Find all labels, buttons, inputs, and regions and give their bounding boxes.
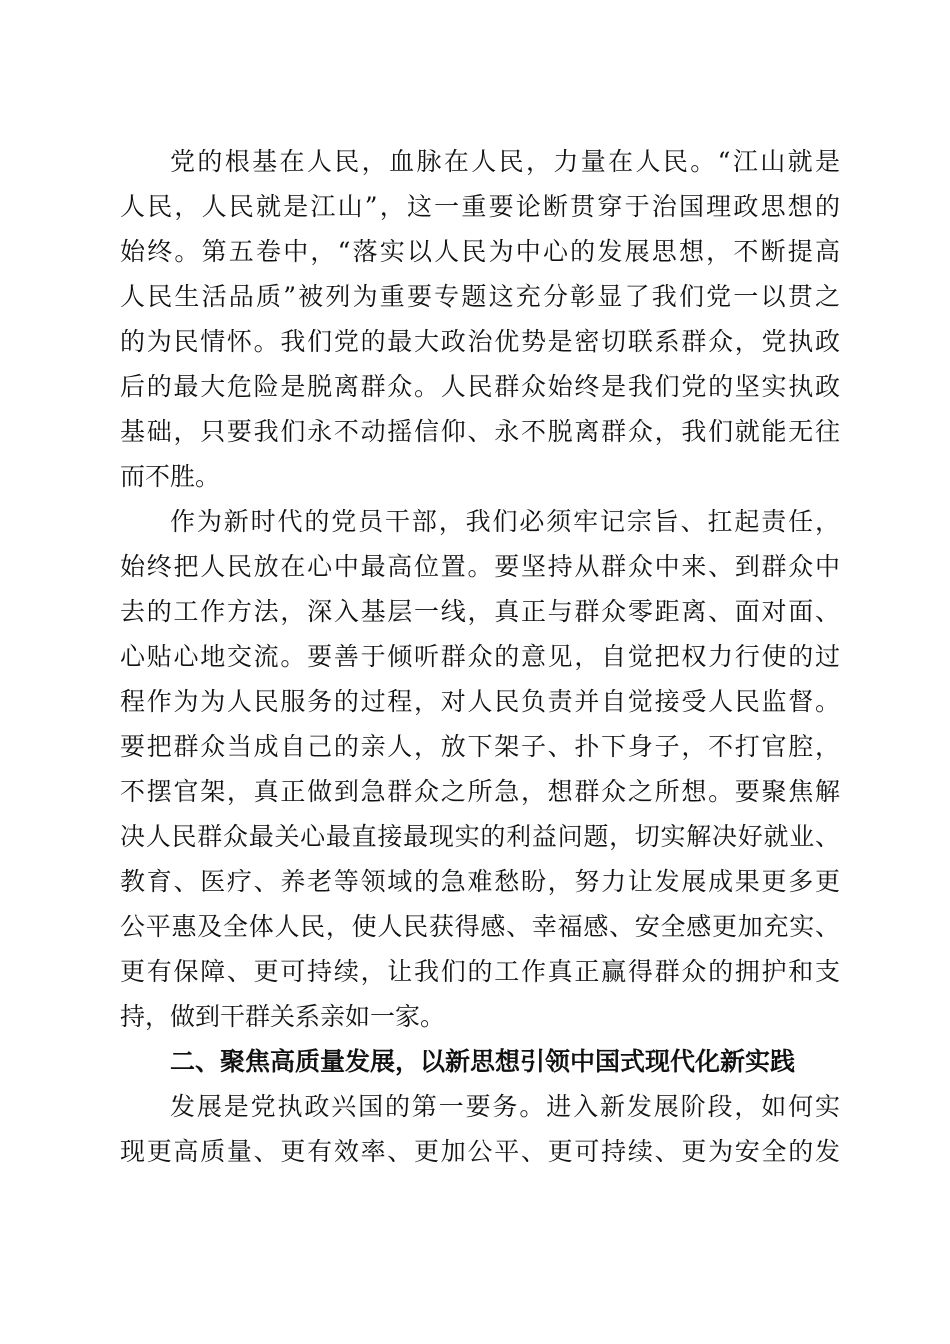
paragraph-1-line-6: 后的最大危险是脱离群众。人民群众始终是我们党的坚实执政 [120,372,840,401]
paragraph-1-line-4: 人民生活品质”被列为重要专题这充分彰显了我们党一以贯之 [120,282,840,311]
paragraph-2-line-3: 去的工作方法，深入基层一线，真正与群众零距离、面对面、 [120,597,840,626]
paragraph-2-line-11: 更有保障、更可持续，让我们的工作真正赢得群众的拥护和支 [120,957,840,986]
paragraph-2-line-8: 决人民群众最关心最直接最现实的利益问题，切实解决好就业、 [120,822,840,851]
paragraph-2-line-7: 不摆官架，真正做到急群众之所急，想群众之所想。要聚焦解 [120,777,840,806]
paragraph-2-line-4: 心贴心地交流。要善于倾听群众的意见，自觉把权力行使的过 [120,642,840,671]
paragraph-1-line-1: 党的根基在人民，血脉在人民，力量在人民。“江山就是 [170,147,840,176]
paragraph-3-line-1: 发展是党执政兴国的第一要务。进入新发展阶段，如何实 [170,1092,840,1121]
paragraph-2-line-10: 公平惠及全体人民，使人民获得感、幸福感、安全感更加充实、 [120,912,840,941]
paragraph-1-line-7: 基础，只要我们永不动摇信仰、永不脱离群众，我们就能无往 [120,417,840,446]
paragraph-2-line-1: 作为新时代的党员干部，我们必须牢记宗旨、扛起责任， [170,507,840,536]
section-heading: 二、聚焦高质量发展，以新思想引领中国式现代化新实践 [170,1047,796,1076]
paragraph-3-line-2: 现更高质量、更有效率、更加公平、更可持续、更为安全的发 [120,1137,840,1166]
paragraph-2-line-12: 持，做到干群关系亲如一家。 [120,1002,446,1031]
paragraph-2-line-5: 程作为为人民服务的过程，对人民负责并自觉接受人民监督。 [120,687,840,716]
paragraph-2-line-6: 要把群众当成自己的亲人，放下架子、扑下身子，不打官腔， [120,732,840,761]
paragraph-1-line-3: 始终。第五卷中，“落实以人民为中心的发展思想，不断提高 [120,237,840,266]
paragraph-2-line-9: 教育、医疗、养老等领域的急难愁盼，努力让发展成果更多更 [120,867,840,896]
paragraph-1-line-5: 的为民情怀。我们党的最大政治优势是密切联系群众，党执政 [120,327,840,356]
paragraph-1-line-2: 人民，人民就是江山”，这一重要论断贯穿于治国理政思想的 [120,192,840,221]
paragraph-2-line-2: 始终把人民放在心中最高位置。要坚持从群众中来、到群众中 [120,552,840,581]
paragraph-1-line-8: 而不胜。 [120,462,221,491]
